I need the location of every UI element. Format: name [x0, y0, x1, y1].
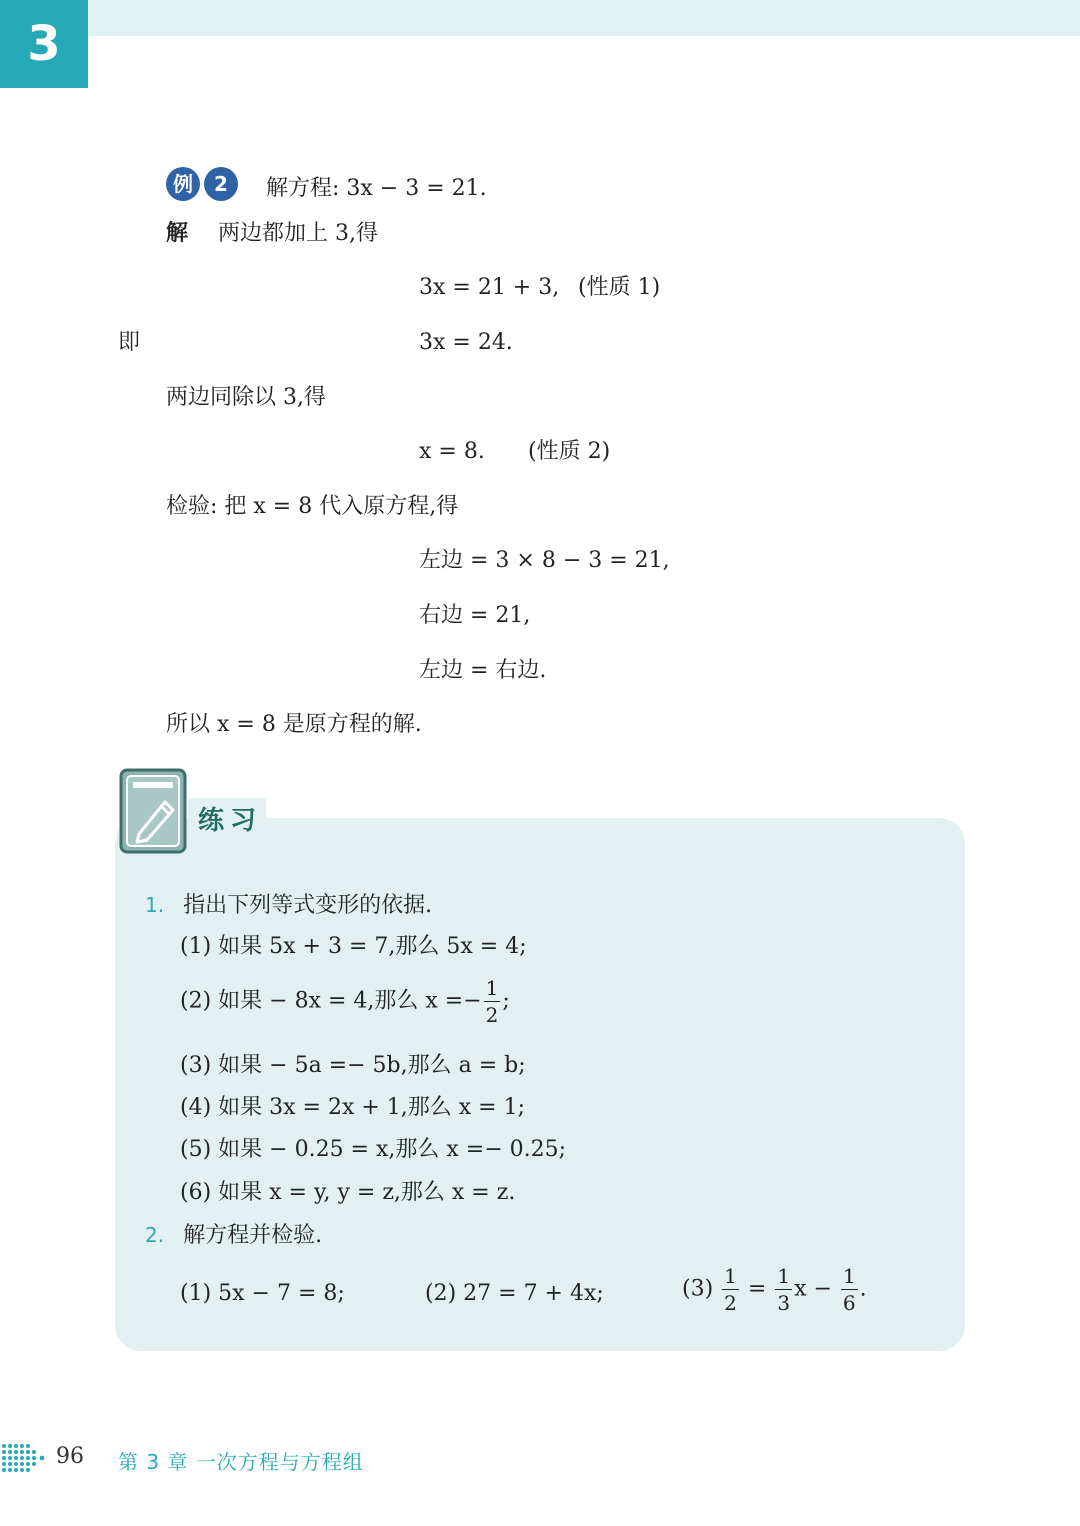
question-2-text: 解方程并检验.: [183, 1223, 323, 1248]
q2-part-3: [682, 1266, 867, 1313]
q1-item-2: [180, 978, 510, 1025]
example-badge-number: 2: [204, 167, 238, 201]
q1-item-6: (6) 如果 x = y, y = z,那么 x = z.: [180, 1180, 516, 1205]
solution-step1: 两边都加上 3,得: [218, 221, 378, 246]
fraction-denominator: 3: [777, 1291, 791, 1315]
q2-part-3-label: (3): [682, 1276, 714, 1302]
fraction-numerator: 1: [777, 1264, 791, 1288]
q1-item-4: (4) 如果 3x = 2x + 1,那么 x = 1;: [180, 1095, 526, 1120]
q1-item-5: (5) 如果 − 0.25 = x,那么 x =− 0.25;: [180, 1137, 567, 1162]
question-1-text: 指出下列等式变形的依据.: [183, 893, 433, 918]
chapter-title: 第 3 章 一次方程与方程组: [118, 1450, 364, 1474]
check-left: 左边 = 3 × 8 − 3 = 21,: [419, 548, 670, 573]
example-problem: 解方程: 3x − 3 = 21.: [266, 176, 487, 201]
fraction-denominator: 2: [485, 1003, 499, 1027]
check-right: 右边 = 21,: [419, 603, 531, 628]
question-2-number: 2.: [145, 1223, 165, 1247]
check-equal: 左边 = 右边.: [419, 658, 547, 683]
header-bar: [88, 0, 1080, 36]
q2-part-2: (2) 27 = 7 + 4x;: [425, 1281, 604, 1306]
solution-step2: 两边同除以 3,得: [166, 385, 326, 410]
q2-part-3-end: .: [859, 1276, 867, 1302]
page-footer: [0, 1436, 1080, 1480]
chapter-number-box: [0, 0, 88, 88]
solution-label: 解: [166, 221, 189, 246]
example-badge-char: 例: [166, 167, 200, 201]
question-1: [145, 890, 432, 921]
fraction-denominator: 6: [842, 1291, 856, 1315]
conclusion: 所以 x = 8 是原方程的解.: [166, 712, 422, 737]
chapter-number: 3: [27, 16, 61, 72]
pencil-notebook-icon: [119, 768, 189, 854]
q2-part-3-fraction-3: [841, 1266, 858, 1313]
ji-label: 即: [118, 330, 141, 355]
fraction-numerator: 1: [485, 976, 499, 1000]
check-intro: 检验: 把 x = 8 代入原方程,得: [166, 494, 459, 519]
q2-part-3-x: x −: [794, 1276, 832, 1302]
q2-part-1: (1) 5x − 7 = 8;: [180, 1281, 345, 1306]
example-badge: [166, 167, 242, 201]
fraction-denominator: 2: [724, 1291, 737, 1315]
equation-2: 3x = 24.: [419, 330, 513, 355]
q2-part-3-equals: =: [747, 1276, 767, 1302]
q2-part-3-fraction-1: [722, 1266, 739, 1313]
equation-3: x = 8.: [419, 439, 485, 464]
q1-item-2-tail: ;: [502, 988, 510, 1014]
q1-item-2-fraction: [484, 978, 501, 1025]
equation-3-note: (性质 2): [528, 439, 611, 464]
q1-item-3: (3) 如果 − 5a =− 5b,那么 a = b;: [180, 1053, 526, 1078]
dot-grid-icon: [0, 1440, 48, 1476]
equation-1-note: (性质 1): [578, 275, 661, 300]
q2-part-3-fraction-2: [775, 1266, 792, 1313]
equation-1: 3x = 21 + 3,: [419, 275, 560, 300]
practice-title: 练习: [198, 806, 263, 836]
question-2: [145, 1220, 322, 1251]
q1-item-1: (1) 如果 5x + 3 = 7,那么 5x = 4;: [180, 934, 527, 959]
question-1-number: 1.: [145, 893, 165, 917]
fraction-numerator: 1: [724, 1264, 737, 1288]
page-number: 96: [56, 1444, 84, 1469]
fraction-numerator: 1: [842, 1264, 856, 1288]
q1-item-2-text: (2) 如果 − 8x = 4,那么 x =−: [180, 988, 482, 1014]
